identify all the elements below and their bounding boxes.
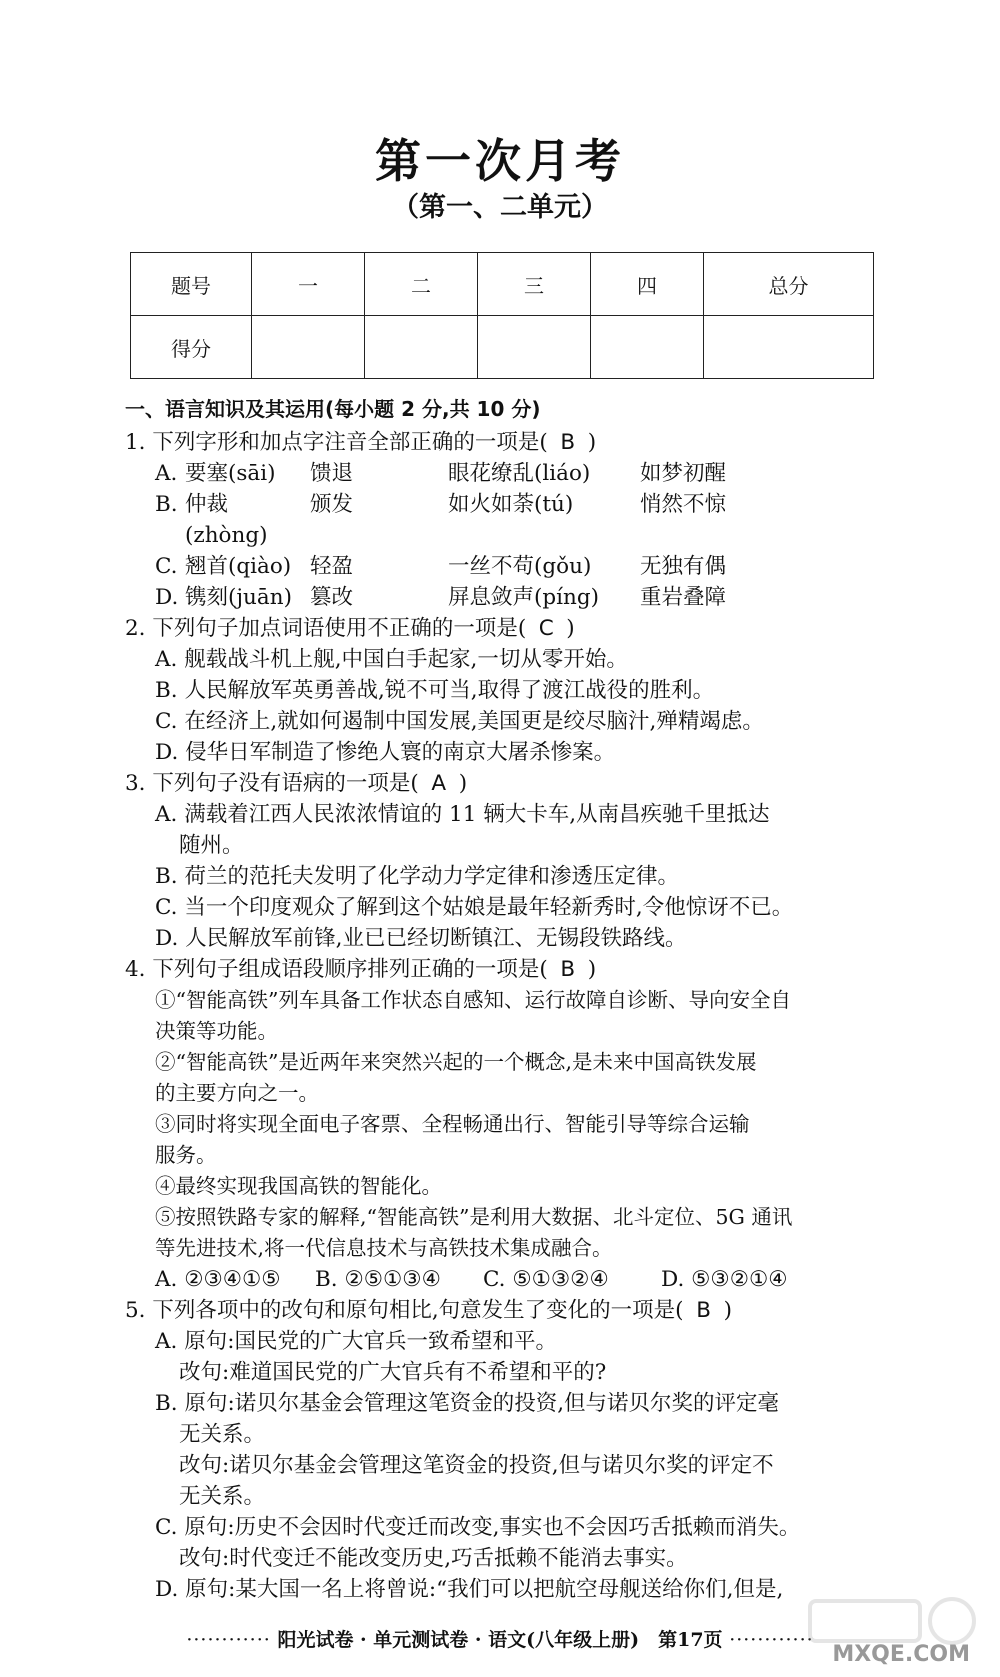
sentence-4: ④最终实现我国高铁的智能化。 (155, 1174, 442, 1198)
option-word: 篡改 (310, 585, 354, 610)
question-1 (125, 427, 877, 458)
option-b: B. 人民解放军英勇善战,锐不可当,取得了渡江战役的胜利。 (155, 678, 715, 703)
bracket-close: ) (587, 430, 597, 455)
q1-option-row (125, 489, 877, 551)
option-a: A. 舰载战斗机上舰,中国白手起家,一切从零开始。 (155, 647, 628, 672)
option-c-revised: 改句:时代变迁不能改变历史,巧舌抵赖不能消去事实。 (179, 1546, 688, 1571)
option-d-original: D. 原句:某大国一名上将曾说:“我们可以把航空母舰送给你们,但是, (155, 1577, 784, 1602)
sentence-3-continued: 服务。 (155, 1143, 217, 1167)
q4-choices (125, 1264, 877, 1295)
score-cell: 二 (365, 253, 478, 316)
option-b-original: B. 原句:诺贝尔基金会管理这笔资金的投资,但与诺贝尔奖的评定毫 (155, 1391, 780, 1416)
q1-option-row (125, 551, 877, 582)
score-cell: 题号 (131, 253, 252, 316)
option-d: D. 人民解放军前锋,业已已经切断镇江、无锡段铁路线。 (155, 926, 687, 951)
option-word: 翘首(qiào) (185, 554, 292, 579)
option-word: 要塞(sāi) (185, 461, 276, 486)
sentence-5-continued: 等先进技术,将一代信息技术与高铁技术集成融合。 (155, 1236, 613, 1260)
option-word: 屏息敛声(píng) (448, 585, 600, 610)
page-title: 第一次月考 (375, 134, 625, 188)
question-5 (125, 1295, 877, 1326)
choice-c: C. ⑤①③②④ (483, 1267, 609, 1292)
q1-option-row (125, 582, 877, 613)
score-cell: 总分 (704, 253, 874, 316)
option-word: 无独有偶 (640, 554, 727, 579)
question-4 (125, 954, 877, 985)
option-d: D. 侵华日军制造了惨绝人寰的南京大屠杀惨案。 (155, 740, 616, 765)
score-cell: 三 (478, 253, 591, 316)
choice-a: A. ②③④①⑤ (155, 1267, 281, 1292)
option-b: B. 荷兰的范托夫发明了化学动力学定律和渗透压定律。 (155, 864, 679, 889)
score-table (130, 252, 874, 379)
option-a-revised: 改句:难道国民党的广大官兵有不希望和平的? (179, 1360, 607, 1385)
option-a-continued: 随州。 (179, 833, 244, 858)
footer-text: 阳光试卷 · 单元测试卷 · 语文(八年级上册) 第17页 (277, 1629, 723, 1651)
score-blank-cell (365, 316, 478, 379)
q1-option-row (125, 458, 877, 489)
score-table-score-row (131, 316, 874, 379)
choice-b: B. ②⑤①③④ (315, 1267, 441, 1292)
score-cell: 四 (591, 253, 704, 316)
score-table-header-row (131, 253, 874, 316)
choice-d: D. ⑤③②①④ (661, 1267, 788, 1292)
option-label: C. (155, 554, 178, 579)
score-cell: 一 (252, 253, 365, 316)
page-subtitle: （第一、二单元） (392, 192, 608, 223)
bracket-close: ) (587, 957, 597, 982)
option-word: 颁发 (310, 492, 354, 517)
sentence-1: ①“智能高铁”列车具备工作状态自感知、运行故障自诊断、导向安全自 (155, 988, 791, 1012)
question-stem: 4. 下列句子组成语段顺序排列正确的一项是( (125, 957, 548, 982)
bracket-close: ) (566, 616, 575, 641)
question-stem: 5. 下列各项中的改句和原句相比,句意发生了变化的一项是( (125, 1298, 684, 1323)
answer-mark: C (538, 616, 554, 641)
option-b-revised-continued: 无关系。 (179, 1484, 266, 1509)
option-a: A. 满载着江西人民浓浓情谊的 11 辆大卡车,从南昌疾驰千里抵达 (155, 802, 770, 827)
score-blank-cell (704, 316, 874, 379)
question-stem: 3. 下列句子没有语病的一项是( (125, 771, 419, 796)
answer-mark: A (431, 771, 447, 796)
section-heading: 一、语言知识及其运用(每小题 2 分,共 10 分) (125, 397, 541, 421)
option-label: B. (155, 492, 178, 517)
question-3 (125, 768, 877, 799)
sentence-2: ②“智能高铁”是近两年来突然兴起的一个概念,是未来中国高铁发展 (155, 1050, 757, 1074)
option-word: 仲裁(zhòng) (185, 492, 268, 548)
option-word: 轻盈 (310, 554, 354, 579)
exam-content (125, 394, 877, 1605)
option-c-original: C. 原句:历史不会因时代变迁而改变,事实也不会因巧舌抵赖而消失。 (155, 1515, 801, 1540)
score-blank-cell (478, 316, 591, 379)
option-word: 眼花缭乱(liáo) (448, 461, 591, 486)
bracket-close: ) (458, 771, 468, 796)
sentence-3: ③同时将实现全面电子客票、全程畅通出行、智能引导等综合运输 (155, 1112, 750, 1136)
option-label: D. (155, 585, 179, 610)
option-a-original: A. 原句:国民党的广大官兵一致希望和平。 (155, 1329, 557, 1354)
option-b-revised: 改句:诺贝尔基金会管理这笔资金的投资,但与诺贝尔奖的评定不 (179, 1453, 774, 1478)
option-c: C. 当一个印度观众了解到这个姑娘是最年轻新秀时,令他惊讶不已。 (155, 895, 794, 920)
answer-mark: B (560, 430, 576, 455)
option-c: C. 在经济上,就如何遏制中国发展,美国更是绞尽脑汁,殚精竭虑。 (155, 709, 764, 734)
question-stem: 2. 下列句子加点词语使用不正确的一项是( (125, 616, 527, 641)
sentence-5: ⑤按照铁路专家的解释,“智能高铁”是利用大数据、北斗定位、5G 通讯 (155, 1205, 793, 1229)
sentence-2-continued: 的主要方向之一。 (155, 1081, 319, 1105)
answer-mark: B (560, 957, 576, 982)
bracket-close: ) (723, 1298, 732, 1323)
option-label: A. (155, 461, 178, 486)
option-word: 如梦初醒 (640, 461, 727, 486)
score-blank-cell (591, 316, 704, 379)
question-2 (125, 613, 877, 644)
watermark-text: MXQE.COM (832, 1642, 970, 1667)
option-word: 一丝不苟(gǒu) (448, 554, 592, 579)
sentence-1-continued: 决策等功能。 (155, 1019, 278, 1043)
footer-dots-right: ············ (729, 1629, 814, 1651)
option-b-original-continued: 无关系。 (179, 1422, 266, 1447)
score-row-label: 得分 (131, 316, 252, 379)
option-word: 镌刻(juān) (185, 585, 292, 610)
option-word: 馈退 (310, 461, 354, 486)
option-word: 如火如荼(tú) (448, 492, 574, 517)
footer-dots-left: ············ (186, 1629, 271, 1651)
score-blank-cell (252, 316, 365, 379)
option-word: 悄然不惊 (640, 492, 727, 517)
answer-mark: B (696, 1298, 711, 1323)
question-stem: 1. 下列字形和加点字注音全部正确的一项是( (125, 430, 548, 455)
option-word: 重岩叠障 (640, 585, 727, 610)
